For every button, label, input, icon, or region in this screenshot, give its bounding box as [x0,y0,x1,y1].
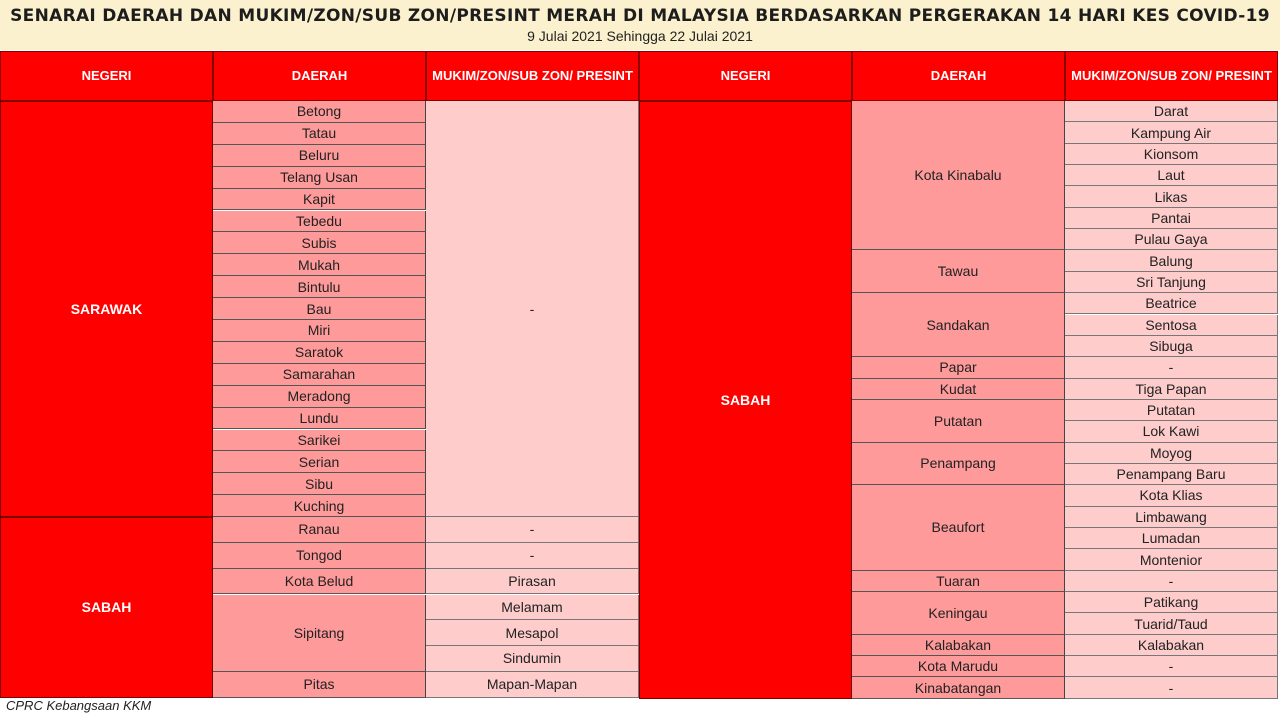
mukim-cell: Kalabakan [1065,635,1278,656]
date-range: 9 Julai 2021 Sehingga 22 Julai 2021 [527,28,753,44]
column-header-negeri: NEGERI [0,51,213,101]
daerah-cell: Bintulu [213,276,426,298]
daerah-cell: Mukah [213,254,426,276]
daerah-cell: Kota Marudu [852,656,1065,677]
daerah-cell: Penampang [852,443,1065,486]
column-header-daerah: DAERAH [852,51,1065,101]
mukim-cell: - [426,101,639,517]
mukim-cell: - [1065,357,1278,378]
column-header-negeri: NEGERI [639,51,852,101]
daerah-cell: Keningau [852,592,1065,635]
daerah-cell: Meradong [213,386,426,408]
mukim-cell: Sibuga [1065,336,1278,357]
daerah-cell: Telang Usan [213,167,426,189]
column-header-daerah: DAERAH [213,51,426,101]
mukim-cell: Kionsom [1065,144,1278,165]
daerah-cell: Subis [213,232,426,254]
daerah-cell: Papar [852,357,1065,378]
column-header-mukim: MUKIM/ZON/SUB ZON/ PRESINT [1065,51,1278,101]
mukim-cell: Laut [1065,165,1278,186]
mukim-cell: Pantai [1065,208,1278,229]
daerah-cell: Saratok [213,342,426,364]
daerah-cell: Tebedu [213,211,426,233]
negeri-cell-sabah: SABAH [0,517,213,698]
title-banner [0,0,1280,50]
mukim-cell: Montenior [1065,549,1278,570]
mukim-cell: Sindumin [426,646,639,672]
daerah-cell: Tawau [852,250,1065,293]
mukim-cell: Mapan-Mapan [426,672,639,698]
daerah-cell: Bau [213,298,426,320]
mukim-cell: Penampang Baru [1065,464,1278,485]
mukim-cell: Limbawang [1065,507,1278,528]
daerah-cell: Pitas [213,672,426,698]
daerah-cell: Serian [213,451,426,473]
daerah-cell: Miri [213,320,426,342]
mukim-cell: Pirasan [426,569,639,595]
mukim-cell: Kampung Air [1065,122,1278,143]
daerah-cell: Sarikei [213,430,426,452]
mukim-cell: - [426,543,639,569]
mukim-cell: - [426,517,639,543]
daerah-cell: Kalabakan [852,635,1065,656]
mukim-cell: - [1065,677,1278,698]
mukim-cell: Likas [1065,186,1278,207]
daerah-cell: Kapit [213,189,426,211]
mukim-cell: Kota Klias [1065,485,1278,506]
mukim-cell: Mesapol [426,620,639,646]
daerah-cell: Kota Kinabalu [852,101,1065,250]
mukim-cell: Sentosa [1065,315,1278,336]
negeri-cell-sabah: SABAH [639,101,852,699]
mukim-cell: Melamam [426,595,639,621]
daerah-cell: Tatau [213,123,426,145]
daerah-cell: Kota Belud [213,569,426,595]
daerah-cell: Sandakan [852,293,1065,357]
daerah-cell: Ranau [213,517,426,543]
daerah-cell: Tongod [213,543,426,569]
mukim-cell: Darat [1065,101,1278,122]
mukim-cell: Lumadan [1065,528,1278,549]
daerah-cell: Betong [213,101,426,123]
column-header-mukim: MUKIM/ZON/SUB ZON/ PRESINT [426,51,639,101]
mukim-cell: Lok Kawi [1065,421,1278,442]
daerah-cell: Sipitang [213,595,426,672]
source-footer: CPRC Kebangsaan KKM [6,698,152,713]
daerah-cell: Samarahan [213,364,426,386]
daerah-cell: Putatan [852,400,1065,443]
page-title: SENARAI DAERAH DAN MUKIM/ZON/SUB ZON/PRESINT MERAH DI MALAYSIA BERDASARKAN PERGERAKAN 14 HARI KES COVID-19 [10,6,1270,26]
mukim-cell: Patikang [1065,592,1278,613]
daerah-cell: Kuching [213,495,426,517]
mukim-cell: Tiga Papan [1065,379,1278,400]
mukim-cell: Putatan [1065,400,1278,421]
daerah-cell: Lundu [213,408,426,430]
daerah-cell: Sibu [213,473,426,495]
mukim-cell: Sri Tanjung [1065,272,1278,293]
daerah-cell: Tuaran [852,571,1065,592]
mukim-cell: - [1065,656,1278,677]
negeri-cell-sarawak: SARAWAK [0,101,213,517]
mukim-cell: Beatrice [1065,293,1278,314]
mukim-cell: Balung [1065,250,1278,271]
daerah-cell: Beaufort [852,485,1065,570]
mukim-cell: Moyog [1065,443,1278,464]
daerah-cell: Kudat [852,379,1065,400]
daerah-cell: Beluru [213,145,426,167]
mukim-cell: - [1065,571,1278,592]
mukim-cell: Pulau Gaya [1065,229,1278,250]
mukim-cell: Tuarid/Taud [1065,613,1278,634]
daerah-cell: Kinabatangan [852,677,1065,698]
